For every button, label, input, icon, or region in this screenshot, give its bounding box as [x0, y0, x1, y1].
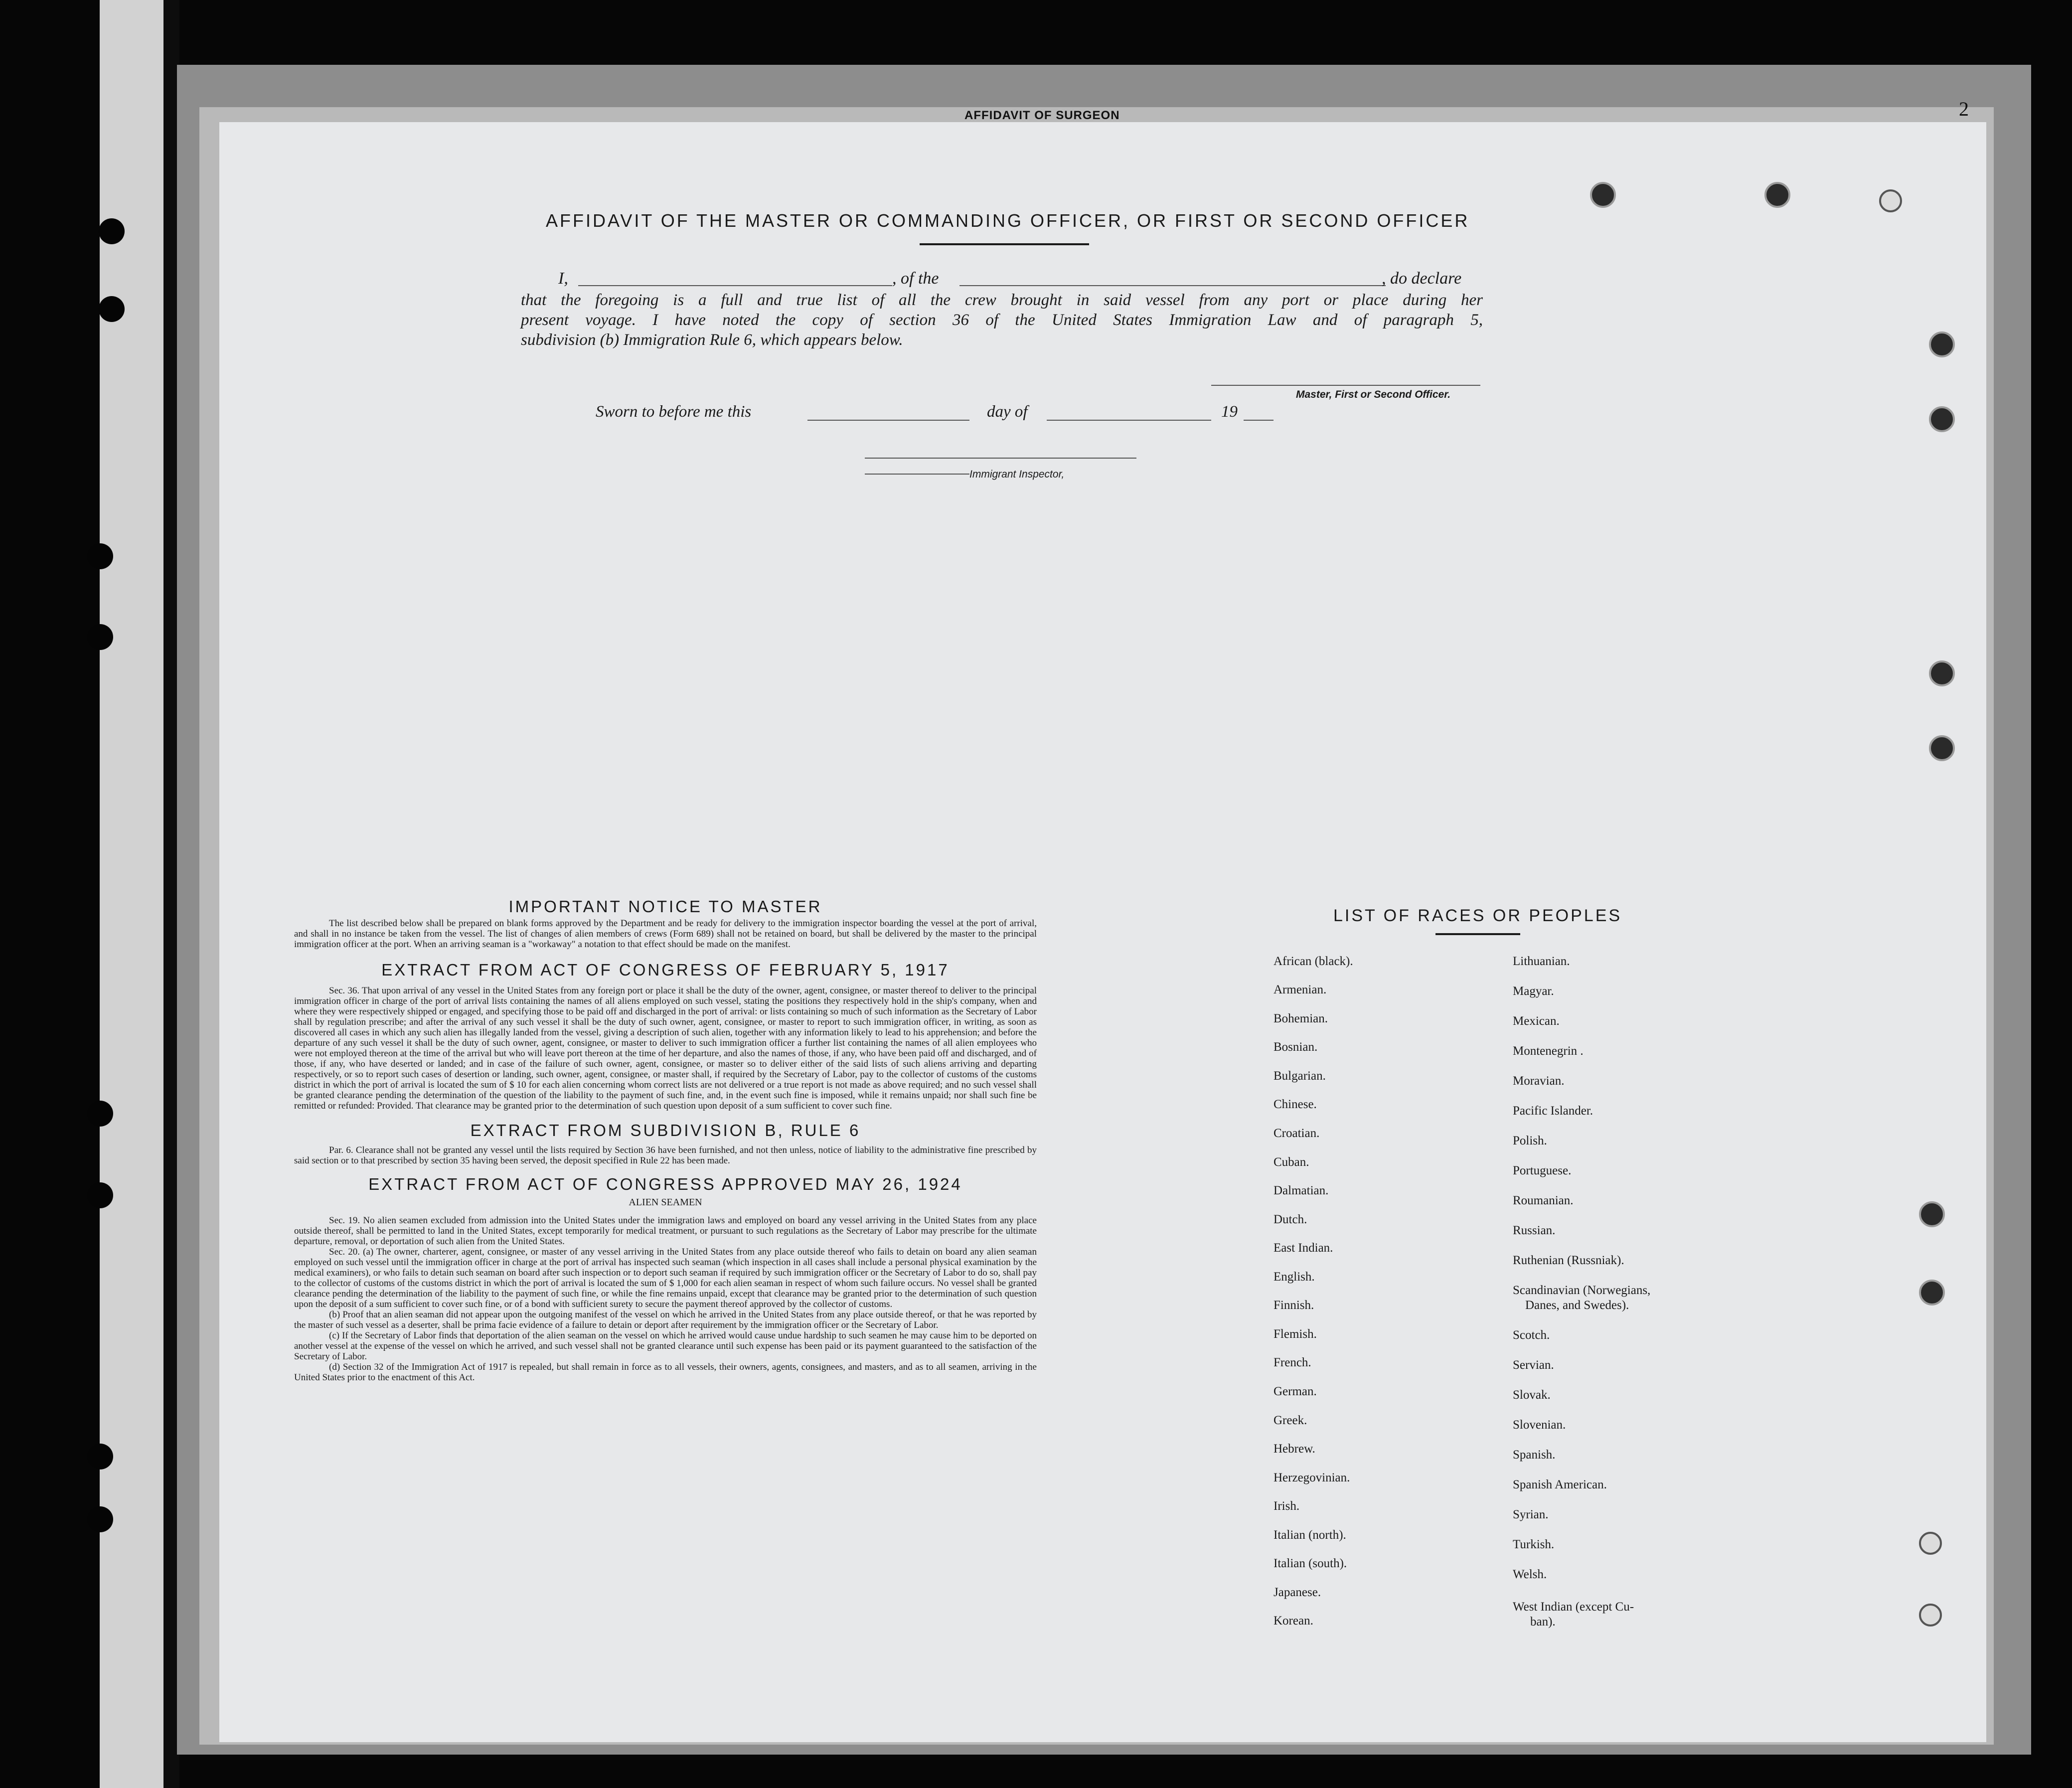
- race-item: Portuguese.: [1513, 1164, 1572, 1177]
- legal-extracts: [294, 897, 1037, 1383]
- heading-rule: [920, 243, 1089, 245]
- race-item: Dalmatian.: [1274, 1184, 1329, 1197]
- month-blank: [1047, 420, 1211, 421]
- race-item: Korean.: [1274, 1614, 1313, 1627]
- inspector-line-upper: [865, 458, 1136, 459]
- race-item: Bulgarian.: [1274, 1069, 1326, 1083]
- corner-page-mark: 2: [1959, 98, 1969, 120]
- race-item: Syrian.: [1513, 1508, 1549, 1521]
- sec19-text: Sec. 19. No alien seamen excluded from admission into the United States under the immigration laws and employed on board any vessel arriving in the United States from any place outside thereof, shall be permitted to land in the United States, except temporarily for medical treatment, or pursuant to such regulations as the Secretary of Labor may prescribe for the ultimate departure, removal, or deportation of such alien from the United States.: [294, 1215, 1037, 1247]
- sec20c-text: (c) If the Secretary of Labor finds that deportation of the alien seaman on the vessel on which he arrived would cause undue hardship to such seamen he may cause him to be deported on another vessel at the expense of the vessel on which he arrived, and such vessel shall not be granted clearance until such expense has been paid or its payment guaranteed to the satisfaction of the Secretary of Labor.: [294, 1330, 1037, 1362]
- extract-1917-title: EXTRACT FROM ACT OF CONGRESS OF FEBRUARY 5, 1917: [381, 961, 950, 979]
- extract-1924-subtitle: ALIEN SEAMEN: [629, 1197, 702, 1208]
- race-item: Montenegrin .: [1513, 1044, 1584, 1058]
- race-item: Roumanian.: [1513, 1194, 1574, 1207]
- race-item: Welsh.: [1513, 1568, 1547, 1581]
- race-item: Herzegovinian.: [1274, 1471, 1350, 1484]
- affidavit-heading: AFFIDAVIT OF THE MASTER OR COMMANDING OFFICER, OR FIRST OR SECOND OFFICER: [546, 210, 1470, 231]
- race-item: East Indian.: [1274, 1241, 1333, 1255]
- punch-hole: [1919, 1532, 1942, 1555]
- race-item: Scandinavian (Norwegians,: [1513, 1284, 1651, 1297]
- year-label: 19: [1221, 403, 1238, 421]
- binder-hole: [87, 1444, 113, 1469]
- race-item: French.: [1274, 1356, 1311, 1369]
- binder-hole: [99, 218, 125, 244]
- race-item: Bosnian.: [1274, 1040, 1318, 1054]
- race-item: Lithuanian.: [1513, 955, 1570, 968]
- binder-hole: [87, 1182, 113, 1208]
- race-item: Bohemian.: [1274, 1012, 1328, 1025]
- punch-hole: [1590, 182, 1616, 208]
- race-item: Ruthenian (Russniak).: [1513, 1254, 1624, 1267]
- extract-1917-text: Sec. 36. That upon arrival of any vessel in the United States from any foreign port or place it shall be the duty of the owner, agent, consignee, or master thereof to deliver to the principal immigration officer in charge of the port of arrival lists containing the names of all aliens employed on such vessel, stating the positions they respectively hold in the ship's company, when and where they were respectively shipped or engaged, and specifying those to be paid off and discharged in the port of arrival: or lists containing so much of such information as the Secretary of Labor shall by regulation prescribe; and after the arrival of any such vessel it shall be the duty of such owner, agent, consignee, or master to report to such immigration officer, in writing, as soon as discovered all cases in which any such alien has illegally landed from the vessel, giving a description of such alien, together with any information likely to lead to his apprehension; and before the departure of any such vessel it shall be the duty of such owner, agent, consignee, or master to deliver to such immigration officer a further list containing the names of all alien employees who were not employed thereon at the time of the arrival but who will leave port thereon at the time of her departure, and also the names of those, if any, who have been paid off and discharged, and of those, if any, who have deserted or landed; and in case of the failure of such owner, agent, consignee, or master so to deliver either of the said lists of such aliens arriving and departing respectively, or so to report such cases of desertion or landing, such owner, agent, consignee, or master shall, if required by the Secretary of Labor, pay to the collector of customs of the customs district in which the port of arrival is located the sum of $ 10 for each alien concerning whom correct lists are not delivered or a true report is not made as above required; and no such vessel shall be granted clearance pending the determination of the question of the liability to the payment of such fine, and, in the event such fine is imposed, while it remains unpaid; nor shall such fine be remitted or refunded: Provided. That clearance may be granted prior to the determination of such question upon deposit of a sum sufficient to cover such fine.: [294, 985, 1037, 1111]
- affidavit-line: subdivision (b) Immigration Rule 6, which appears below.: [521, 331, 903, 349]
- race-item: Servian.: [1513, 1358, 1554, 1372]
- binder-hole: [87, 1101, 113, 1127]
- notice-text: The list described below shall be prepared on blank forms approved by the Department and be ready for delivery to the immigration inspector boarding the vessel at the port of arrival, and shall in no instance be taken from the vessel. The list of changes of alien members of crews (Form 689) shall not be retained on board, but shall be delivered by the master to the principal immigration officer at the port. When an arriving seaman is a "workaway" a notation to that effect should be made on the manifest.: [294, 918, 1037, 950]
- races-title: LIST OF RACES OR PEOPLES: [1333, 906, 1622, 925]
- race-item: Scotch.: [1513, 1328, 1550, 1342]
- punch-hole: [1919, 1280, 1945, 1305]
- race-item: Finnish.: [1274, 1299, 1314, 1312]
- race-item: Italian (south).: [1274, 1557, 1347, 1570]
- binder-hole: [99, 296, 125, 322]
- race-item: Danes, and Swedes).: [1525, 1299, 1629, 1312]
- back-sheet-title: AFFIDAVIT OF SURGEON: [964, 109, 1120, 122]
- day-blank: [807, 420, 969, 421]
- affidavit-of-the-label: , of the: [892, 269, 939, 288]
- punch-hole: [1879, 189, 1902, 212]
- punch-hole: [1919, 1201, 1945, 1227]
- race-item: Slovak.: [1513, 1388, 1551, 1402]
- race-item: Armenian.: [1274, 983, 1327, 996]
- extract-1924-title: EXTRACT FROM ACT OF CONGRESS APPROVED MAY 26, 1924: [368, 1175, 962, 1193]
- affidavit-line: present voyage. I have noted the copy of section 36 of the United States Immigration Law and of paragraph 5,: [521, 311, 1483, 329]
- name-blank: [578, 285, 892, 286]
- inspector-line-lower: [865, 474, 969, 475]
- sec20-text: Sec. 20. (a) The owner, charterer, agent, consignee, or master of any vessel arriving in the United States from any place outside thereof who fails to detain on board any alien seaman employed on such vessel until the immigration officer in charge at the port of arrival has inspected such seaman (which inspection in all cases shall include a personal physical examination by the medical examiners), or who fails to detain such seaman on board after such inspection or to deport such seaman if required by such immigration officer or the Secretary of Labor to do so, shall pay to the collector of customs of the customs district in which the port of arrival is located the sum of $ 1,000 for each alien seaman in respect of whom such failure occurs. No vessel shall be granted clearance pending the determination of the liability to the payment of such fine, or while the fine remains unpaid, except that clearance may be granted prior to the determination of such question upon the deposit of a sum sufficient to cover such fine, or of a bond with sufficient surety to secure the payment thereof approved by the collector of customs.: [294, 1247, 1037, 1309]
- race-item: West Indian (except Cu-: [1513, 1600, 1634, 1614]
- race-item: Mexican.: [1513, 1014, 1560, 1028]
- race-item: Moravian.: [1513, 1074, 1565, 1088]
- punch-hole: [1929, 660, 1955, 686]
- races-title-rule: [1435, 933, 1520, 935]
- race-item: African (black).: [1274, 955, 1353, 968]
- race-item: Japanese.: [1274, 1586, 1321, 1599]
- binder-hole: [87, 1506, 113, 1532]
- affidavit-body: [521, 290, 1483, 350]
- race-item: Irish.: [1274, 1499, 1300, 1513]
- race-item: Hebrew.: [1274, 1442, 1315, 1456]
- race-item: Russian.: [1513, 1224, 1556, 1237]
- race-item: Polish.: [1513, 1134, 1547, 1147]
- race-item: Dutch.: [1274, 1213, 1307, 1226]
- race-item: Turkish.: [1513, 1538, 1555, 1551]
- binder-hole: [87, 624, 113, 650]
- race-item: Chinese.: [1274, 1098, 1317, 1111]
- vessel-blank: [959, 285, 1386, 286]
- signature-line: [1211, 385, 1480, 386]
- extract-rule6-title: EXTRACT FROM SUBDIVISION B, RULE 6: [470, 1121, 861, 1139]
- extract-rule6-text: Par. 6. Clearance shall not be granted any vessel until the lists required by Section 36 have been furnished, and not then unless, notice of liability to the administrative fine prescribed by said section or to that prescribed by section 35 having been served, the deposit specified in Rule 22 has been made.: [294, 1145, 1037, 1166]
- race-item: Spanish American.: [1513, 1478, 1607, 1491]
- sec20b-text: (b) Proof that an alien seaman did not appear upon the outgoing manifest of the vessel on which he arrived in the United States from any place outside thereof, or that he was reported by the master of such vessel as a deserter, shall be prima facie evidence of a failure to detain or deport after requirement by the immigration officer or the Secretary of Labor.: [294, 1309, 1037, 1330]
- signature-caption: Master, First or Second Officer.: [1296, 389, 1451, 400]
- punch-hole: [1929, 331, 1955, 357]
- race-item: ban).: [1530, 1615, 1556, 1628]
- race-item: Flemish.: [1274, 1327, 1317, 1341]
- race-item: Pacific Islander.: [1513, 1104, 1594, 1118]
- race-item: English.: [1274, 1270, 1315, 1284]
- sec20d-text: (d) Section 32 of the Immigration Act of 1917 is repealed, but shall remain in force as to all vessels, their owners, agents, consignees, and masters, and as to all seamen, arriving in the United States prior to the enactment of this Act.: [294, 1362, 1037, 1383]
- affidavit-line: that the foregoing is a full and true list of all the crew brought in said vessel from any port or place during her: [521, 291, 1483, 309]
- year-blank: [1244, 420, 1274, 421]
- punch-hole: [1929, 406, 1955, 432]
- affidavit-declare-label: , do declare: [1382, 269, 1462, 288]
- race-item: Slovenian.: [1513, 1418, 1566, 1432]
- inspector-caption: Immigrant Inspector,: [969, 469, 1065, 480]
- day-of-label: day of: [987, 403, 1028, 421]
- race-item: Spanish.: [1513, 1448, 1556, 1462]
- punch-hole: [1764, 182, 1790, 208]
- notice-title: IMPORTANT NOTICE TO MASTER: [508, 897, 822, 916]
- binder-strip: [100, 0, 163, 1788]
- race-item: German.: [1274, 1385, 1317, 1398]
- race-item: Magyar.: [1513, 984, 1554, 998]
- binder-hole: [87, 543, 113, 569]
- punch-hole: [1919, 1604, 1942, 1626]
- affidavit-i-label: I,: [558, 269, 568, 288]
- punch-hole: [1929, 735, 1955, 761]
- race-item: Cuban.: [1274, 1155, 1309, 1169]
- sworn-label: Sworn to before me this: [596, 403, 752, 421]
- race-item: Italian (north).: [1274, 1528, 1346, 1542]
- race-item: Greek.: [1274, 1414, 1307, 1427]
- race-item: Croatian.: [1274, 1127, 1320, 1140]
